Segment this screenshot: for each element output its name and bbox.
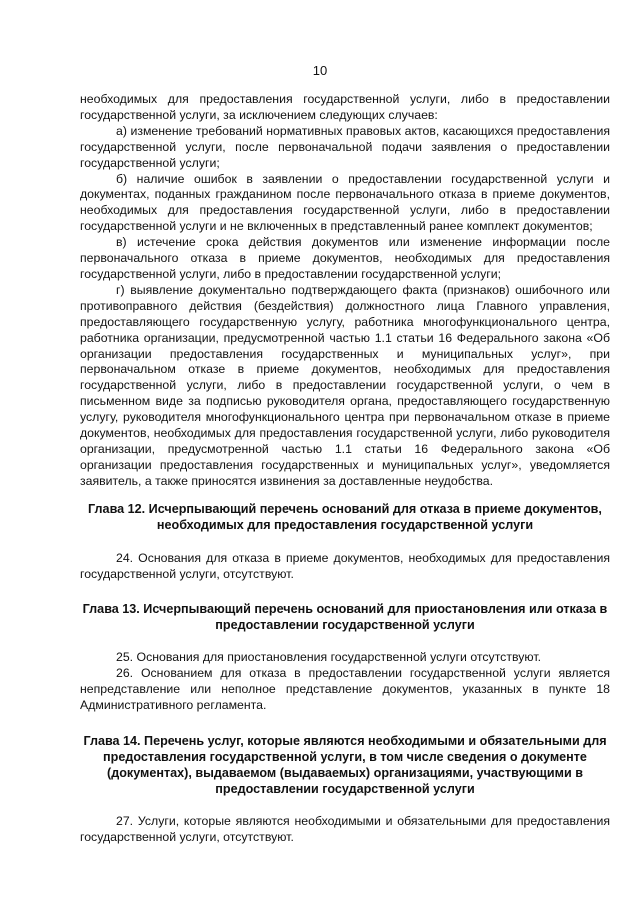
chapter-13-heading: Глава 13. Исчерпывающий перечень оснований для приостановления или отказа в предоставлении государственной услуги (82, 602, 608, 633)
paragraph-27: 27. Услуги, которые являются необходимыми и обязательными для предоставления государственной услуги, отсутствуют. (80, 814, 610, 844)
chapter-12-heading: Глава 12. Исчерпывающий перечень оснований для отказа в приеме документов, необходимых для предоставления государственной услуги (88, 501, 602, 532)
paragraph-24: 24. Основания для отказа в приеме документов, необходимых для предоставления государственной услуги, отсутствуют. (80, 550, 610, 581)
paragraph-continuation: необходимых для предоставления государственной услуги, либо в предоставлении государственной услуги, за исключением следующих случаев: (80, 92, 610, 122)
chapter-14-heading: Глава 14. Перечень услуг, которые являются необходимыми и обязательными для предоставления государственной услуги, в том числе сведения о документе (документах), выдаваемом (выдаваемых) организациями, участвующими в предоставлении государственной услуги (83, 734, 607, 797)
paragraph-item-g: г) выявление документально подтверждающего факта (признаков) ошибочного или противоправного действия (бездействия) должностного лица Главного управления, предоставляющего государственную услугу, работника многофункционального центра, работника организации, предусмотренной частью 1.1 статьи 16 Федерального закона «Об организации предоставления государственных и муниципальных услуг», при первоначальном отказе в приеме документов, необходимых для предоставления государственной услуги, либо в предоставлении государственной услуги, о чем в письменном виде за подписью руководителя органа, предоставляющего государственную услугу, руководителя многофункционального центра при первоначальном отказе в приеме документов, необходимых для предоставления государственной услуги, либо руководителя организации, предусмотренной частью 1.1 статьи 16 Федерального закона «Об организации предоставления государственных и муниципальных услуг», уведомляется заявитель, а также приносятся извинения за доставленные неудобства. (80, 282, 610, 488)
paragraph-item-a: а) изменение требований нормативных правовых актов, касающихся предоставления государственной услуги, после первоначальной подачи заявления о предоставлении государственной услуги; (80, 123, 610, 170)
page-number: 10 (312, 63, 328, 78)
paragraph-25: 25. Основания для приостановления государственной услуги отсутствуют. (116, 650, 542, 665)
paragraph-26: 26. Основанием для отказа в предоставлении государственной услуги является непредставление или неполное представление документов, указанных в пункте 18 Административного регламента. (80, 666, 610, 713)
paragraph-item-b: б) наличие ошибок в заявлении о предоставлении государственной услуги и документах, поданных гражданином после первоначального отказа в приеме документов, необходимых для предоставления государственной услуги, либо в предоставлении государственной услуги и не включенных в представленный ранее комплект документов; (80, 171, 610, 234)
paragraph-item-v: в) истечение срока действия документов или изменение информации после первоначального отказа в приеме документов, необходимых для предоставления государственной услуги, либо в предоставлении государственной услуги; (80, 235, 610, 281)
document-body (80, 92, 610, 846)
